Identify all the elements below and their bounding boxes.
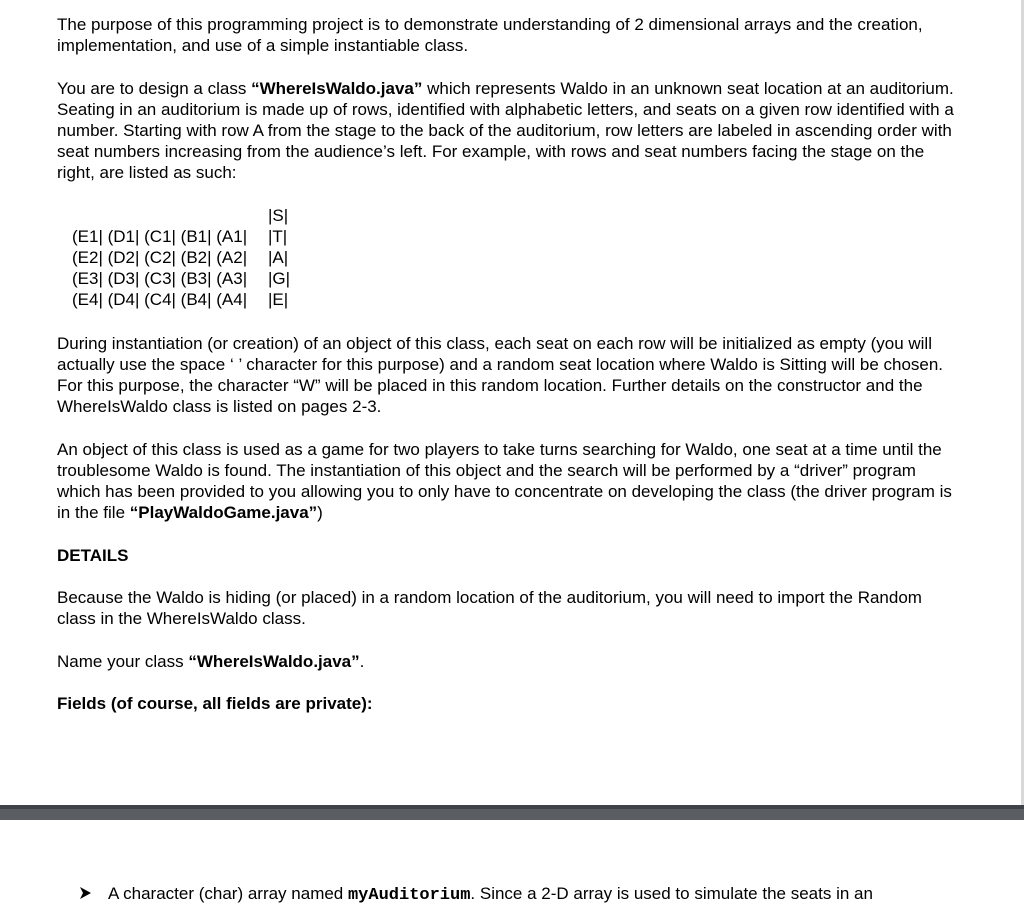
- intro-paragraph: The purpose of this programming project is to demonstrate understanding of 2 dimensional arrays and the creation, implementation, and use of a simple instantiable class.: [57, 15, 923, 55]
- name-class-paragraph: Name your class “WhereIsWaldo.java”.: [57, 652, 365, 671]
- arrowhead-bullet-icon: [80, 884, 108, 905]
- bullet-item: A character (char) array named myAuditorium. Since a 2-D array is used to simulate the seats in an: [80, 883, 873, 906]
- class-name-bold: “WhereIsWaldo.java”: [188, 652, 360, 671]
- seat-row: (E4| (D4| (C4| (B4| (A4| |E|: [72, 290, 289, 309]
- design-paragraph: You are to design a class “WhereIsWaldo.java” which represents Waldo in an unknown seat location at an auditorium. Seating in an auditorium is made up of rows, identified with alphabetic letters, and seats on a given row identified with a number. Starting with row A from the stage to the back of the auditorium, row letters are labeled in ascending order with seat numbers increasing from the audience’s left. For example, with rows and seat numbers facing the stage on the right, are listed as such:: [57, 79, 954, 182]
- game-paragraph: An object of this class is used as a game for two players to take turns searching for Waldo, one seat at a time until the troublesome Waldo is found. The instantiation of this object and the search will be performed by a “driver” program which has been provided to you allowing you to only have to concentrate on developing the class (the driver program is in the file “PlayWaldoGame.java”): [57, 440, 952, 522]
- stage-top-row: |S|: [268, 206, 289, 225]
- details-heading: DETAILS: [57, 546, 129, 565]
- seating-chart: [72, 205, 291, 310]
- driver-file-bold: “PlayWaldoGame.java”: [129, 503, 318, 522]
- seat-row: (E1| (D1| (C1| (B1| (A1| |T|: [72, 227, 288, 246]
- class-name-bold: “WhereIsWaldo.java”: [251, 79, 423, 98]
- seat-row: (E3| (D3| (C3| (B3| (A3| |G|: [72, 269, 291, 288]
- fields-heading: Fields (of course, all fields are private):: [57, 694, 373, 713]
- page-break-separator: [0, 805, 1024, 820]
- arrowhead-bullet-icon-svg: [80, 887, 91, 899]
- seat-row: (E2| (D2| (C2| (B2| (A2| |A|: [72, 248, 289, 267]
- code-identifier: myAuditorium: [347, 886, 471, 905]
- instantiation-paragraph: During instantiation (or creation) of an object of this class, each seat on each row will be initialized as empty (you will actually use the space ‘ ’ character for this purpose) and a random seat location where Waldo is Sitting will be chosen. For this purpose, the character “W” will be placed in this random location. Further details on the constructor and the WhereIsWaldo class is listed on pages 2-3.: [57, 334, 944, 416]
- random-paragraph: Because the Waldo is hiding (or placed) in a random location of the auditorium, you will need to import the Random class in the WhereIsWaldo class.: [57, 588, 922, 628]
